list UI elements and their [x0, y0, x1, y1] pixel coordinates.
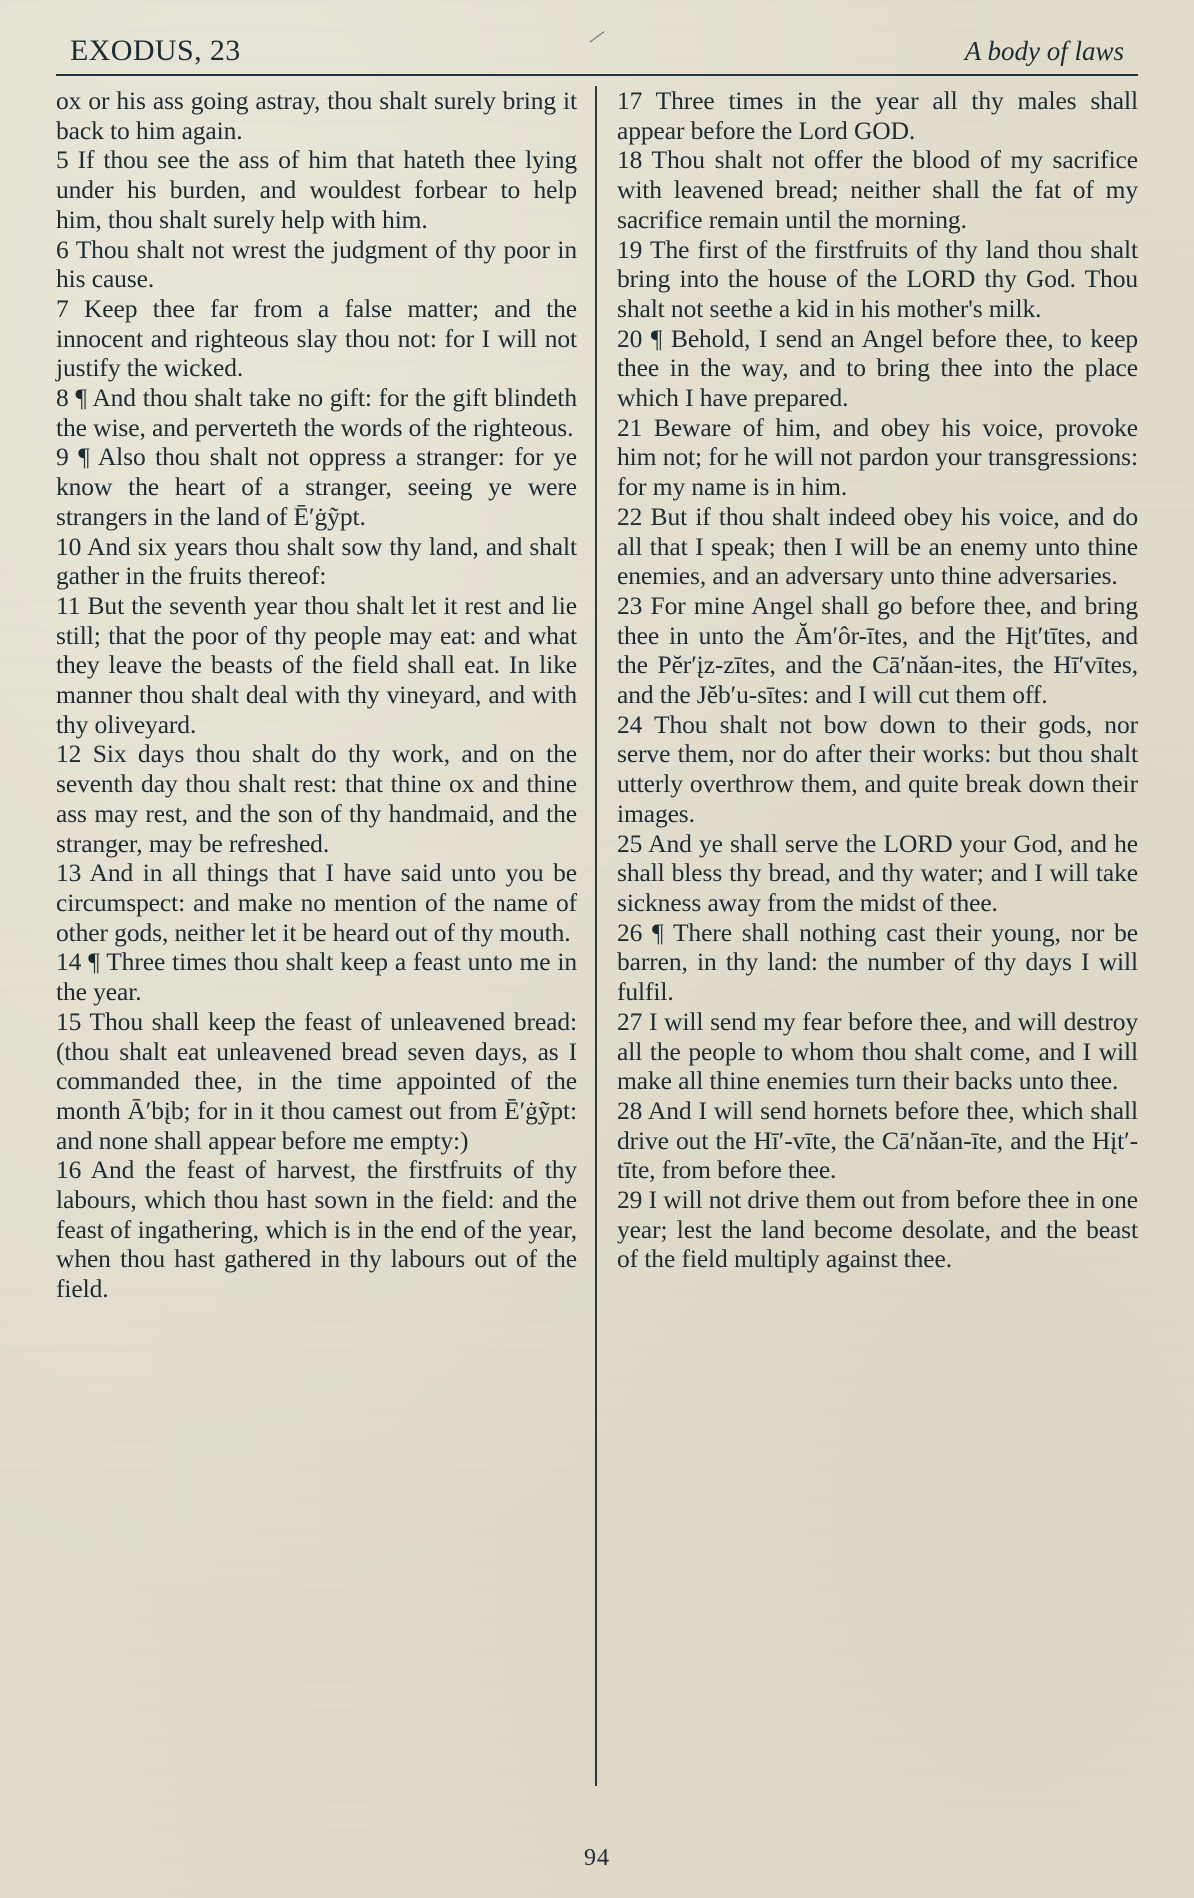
verse-number: 23	[617, 590, 643, 620]
verse-20	[617, 324, 1138, 413]
verse-24	[617, 710, 1138, 829]
verse-number: 24	[617, 709, 643, 739]
verse-number: 12	[56, 739, 82, 769]
verse-number: 18	[617, 145, 643, 175]
verse-9	[56, 442, 577, 531]
verse-number: 27	[617, 1006, 643, 1036]
left-column	[56, 86, 597, 1786]
verse-10	[56, 532, 577, 591]
right-column	[597, 86, 1138, 1786]
stray-ink-mark: ⁄	[591, 24, 603, 49]
verse-text: If thou see the ass of him that hateth thee lying under his burden, and wouldest forbear to help him, thou shalt surely help with him.	[56, 145, 577, 234]
verse-text: The first of the firstfruits of thy land thou shalt bring into the house of the LORD thy God. Thou shalt not seethe a kid in his mother's milk.	[617, 234, 1138, 323]
verse-text: Thou shalt not offer the blood of my sacrifice with leavened bread; neither shall the fat of my sacrifice remain until the morning.	[617, 145, 1138, 234]
verse-text: I will send my fear before thee, and will destroy all the people to whom thou shalt come, and I will make all thine enemies turn their backs unto thee.	[617, 1006, 1139, 1096]
verse-27	[617, 1007, 1138, 1096]
verse-number: 6	[56, 234, 69, 264]
verse-text: I will not drive them out from before thee in one year; lest the land become desolate, and the beast of the field multiply against thee.	[617, 1185, 1138, 1274]
verse-text: ox or his ass going astray, thou shalt surely bring it back to him again.	[56, 86, 577, 145]
verse-number: 11	[56, 590, 81, 620]
pilcrow-icon: ¶	[78, 442, 90, 472]
verse-5	[56, 145, 577, 234]
verse-13	[56, 858, 577, 947]
verse-number: 20	[617, 323, 643, 353]
verse-text: And the feast of harvest, the firstfruits of thy labours, which thou hast sown in the field: and the feast of ingathering, which is in the end of the year, when thou hast gathered in thy labours out of the field.	[56, 1155, 577, 1304]
verse-text: There shall nothing cast their young, nor be barren, in thy land: the number of thy days I will fulfil.	[617, 917, 1138, 1007]
verse-continuation	[56, 86, 577, 145]
verse-23	[617, 591, 1138, 710]
verse-text: Behold, I send an Angel before thee, to keep thee in the way, and to bring thee into the place which I have prepared.	[617, 323, 1138, 413]
verse-text: Six days thou shalt do thy work, and on the seventh day thou shalt rest: that thine ox and thine ass may rest, and the son of thy handmaid, and the stranger, may be refreshed.	[56, 739, 577, 858]
verse-number: 16	[56, 1155, 82, 1185]
verse-12	[56, 739, 577, 858]
verse-11	[56, 591, 577, 740]
verse-number: 21	[617, 412, 643, 442]
verse-text: But if thou shalt indeed obey his voice, and do all that I speak; then I will be an enemy unto thine enemies, and an adversary unto thine adversaries.	[617, 501, 1138, 591]
running-head: A body of laws	[964, 36, 1124, 66]
verse-number: 8	[56, 383, 69, 413]
verse-14	[56, 947, 577, 1006]
verse-text: For mine Angel shall go before thee, and bring thee in unto the Ăm′ôr-ītes, and the Hįt′tītes, and the Pĕr′įz-zītes, and the Cā′năan-ites, the Hī′vītes, and the Jĕb′u-sītes: and I will cut them off.	[617, 590, 1138, 710]
verse-22	[617, 502, 1138, 591]
verse-text: And ye shall serve the LORD your God, and he shall bless thy bread, and thy water; and I will take sickness away from the midst of thee.	[617, 828, 1138, 917]
verse-7	[56, 294, 577, 383]
verse-text: Thou shalt not wrest the judgment of thy poor in his cause.	[56, 234, 577, 294]
verse-text: Thou shalt not bow down to their gods, nor serve them, nor do after their works: but thou shalt utterly overthrow them, and quite break down their images.	[617, 709, 1138, 828]
verse-text: Three times in the year all thy males shall appear before the Lord GOD.	[617, 86, 1138, 145]
verse-16	[56, 1155, 577, 1304]
pilcrow-icon: ¶	[75, 383, 87, 413]
verse-text: Three times thou shalt keep a feast unto me in the year.	[56, 947, 577, 1007]
verse-17	[617, 86, 1138, 145]
page-number: 94	[584, 1845, 610, 1871]
verse-21	[617, 413, 1138, 502]
verse-text: And I will send hornets before thee, which shall drive out the Hī′-vīte, the Cā′năan-īte, and the Hįt′-tīte, from before thee.	[617, 1095, 1138, 1185]
verse-text: And in all things that I have said unto you be circumspect: and make no mention of the name of other gods, neither let it be heard out of thy mouth.	[56, 858, 577, 947]
verse-text: Also thou shalt not oppress a stranger: for ye know the heart of a stranger, seeing ye were strangers in the land of Ē′ġỹpt.	[56, 442, 577, 531]
verse-15	[56, 1007, 577, 1156]
pilcrow-icon: ¶	[88, 947, 100, 977]
verse-number: 15	[56, 1006, 82, 1036]
verse-18	[617, 145, 1138, 234]
text-columns	[56, 86, 1138, 1786]
verse-number: 7	[56, 293, 69, 323]
verse-number: 17	[617, 86, 643, 115]
verse-number: 25	[617, 828, 643, 858]
book-chapter-heading: EXODUS, 23	[70, 34, 241, 67]
verse-text: Beware of him, and obey his voice, provoke him not; for he will not pardon your transgressions: for my name is in him.	[617, 412, 1138, 502]
verse-text: And thou shalt take no gift: for the gift blindeth the wise, and perverteth the words of the righteous.	[56, 383, 578, 442]
verse-number: 5	[56, 145, 69, 175]
verse-number: 19	[617, 234, 643, 264]
verse-25	[617, 829, 1138, 918]
verse-29	[617, 1185, 1138, 1274]
page-header	[56, 24, 1138, 76]
verse-19	[617, 235, 1138, 324]
verse-number: 22	[617, 501, 643, 531]
verse-text: Keep thee far from a false matter; and the innocent and righteous slay thou not: for I will not justify the wicked.	[56, 293, 577, 383]
verse-number: 13	[56, 858, 82, 888]
verse-text: And six years thou shalt sow thy land, and shalt gather in the fruits thereof:	[56, 531, 577, 591]
pilcrow-icon: ¶	[650, 323, 663, 353]
verse-26	[617, 918, 1138, 1007]
verse-number: 14	[56, 947, 82, 977]
verse-text: But the seventh year thou shalt let it rest and lie still; that the poor of thy people may eat: and what they leave the beasts of the field shall eat. In like manner thou shalt deal with thy vineyard, and with thy oliveyard.	[56, 590, 577, 739]
verse-6	[56, 235, 577, 294]
verse-8	[56, 383, 577, 442]
verse-28	[617, 1096, 1138, 1185]
verse-number: 29	[617, 1185, 643, 1215]
verse-number: 26	[617, 917, 643, 947]
pilcrow-icon: ¶	[652, 917, 664, 947]
verse-number: 28	[617, 1095, 643, 1125]
verse-number: 9	[56, 442, 69, 472]
verse-number: 10	[56, 531, 82, 561]
verse-text: Thou shall keep the feast of unleavened bread: (thou shalt eat unleavened bread seven days, as I commanded thee, in the time appointed of the month Ā′bįb; for in it thou camest out from Ē′ġỹpt: and none shall appear before me empty:)	[56, 1006, 577, 1155]
